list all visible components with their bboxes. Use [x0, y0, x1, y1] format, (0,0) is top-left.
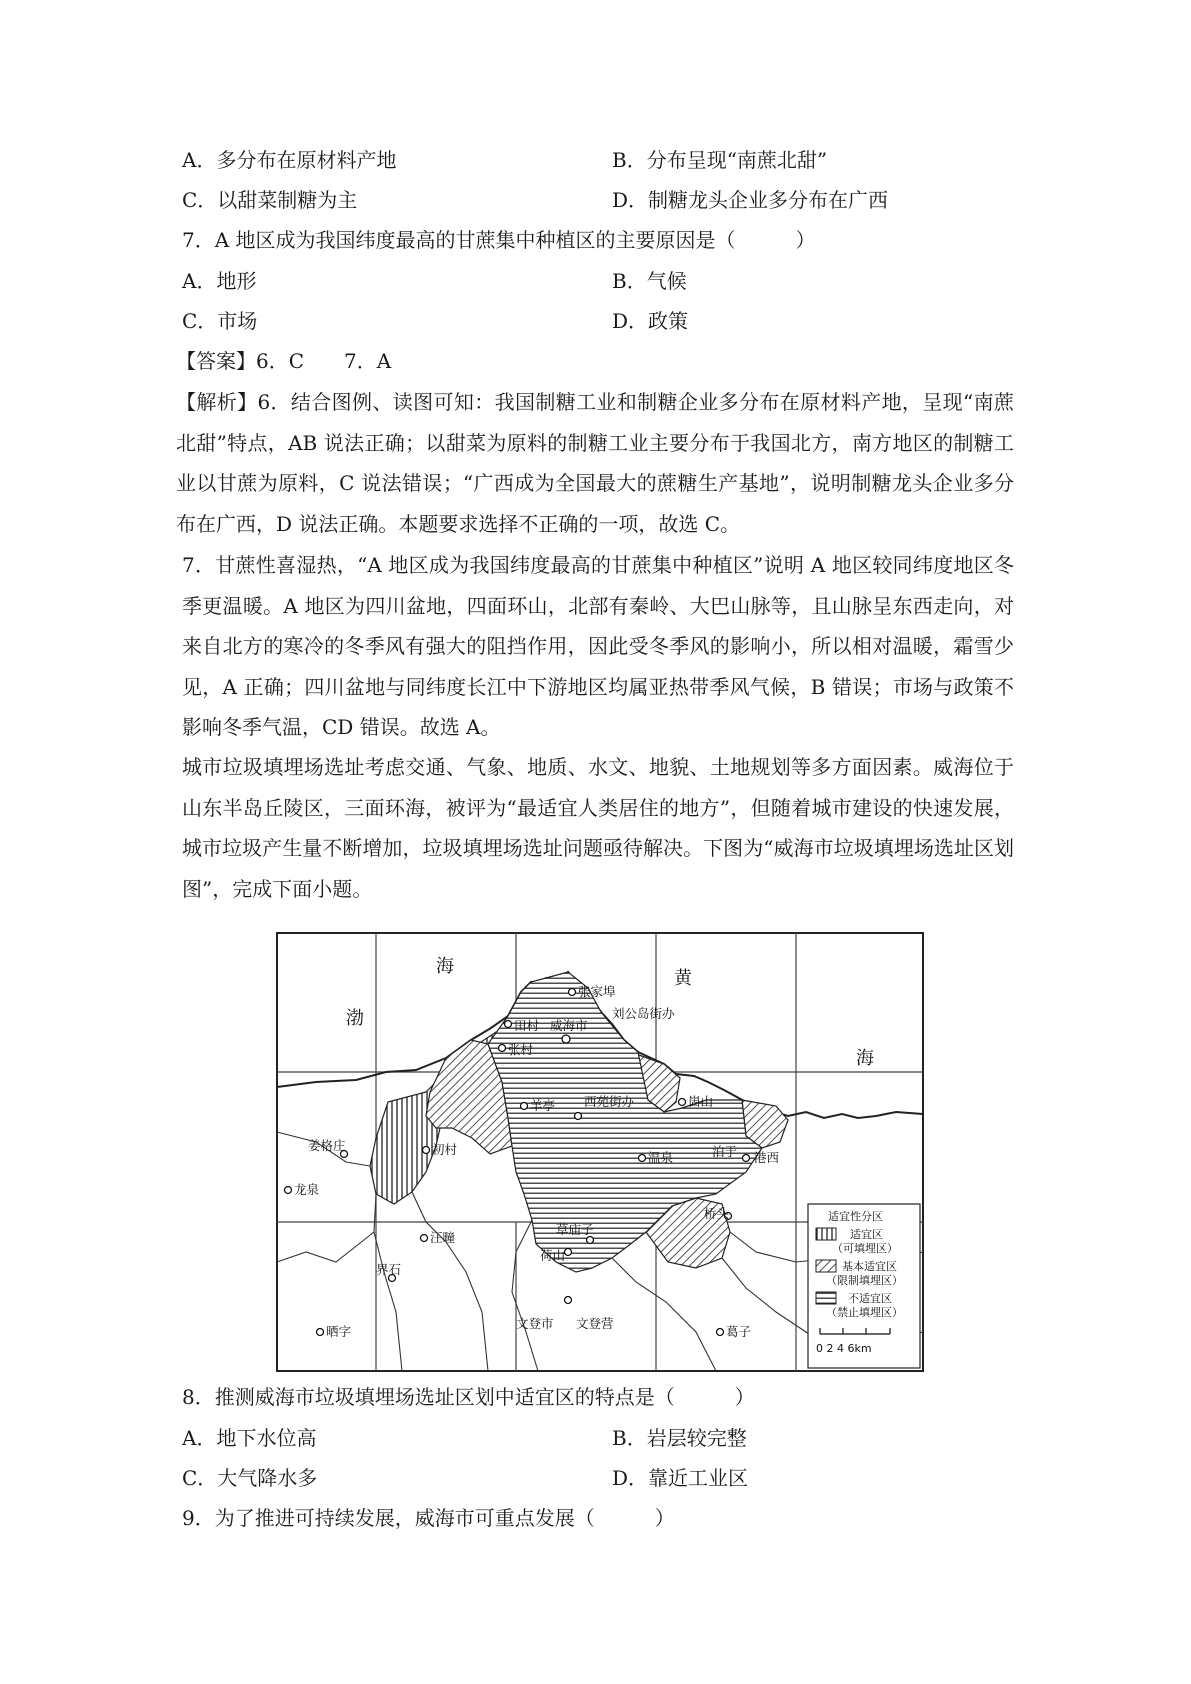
- place-label: 姜格庄: [308, 1138, 346, 1153]
- q8-option-b: B．岩层较完整: [612, 1426, 747, 1450]
- place-label: 田村: [514, 1018, 540, 1033]
- q6-option-d: D．制糖龙头企业多分布在广西: [612, 188, 889, 212]
- legend-unsuitable: 不适宜区: [848, 1292, 892, 1305]
- analysis-q6: 【解析】6．结合图例、读图可知：我国制糖工业和制糖企业多分布在原材料产地，呈现“南蔗北甜”特点，AB 说法正确；以甜菜为原料的制糖工业主要分布于我国北方，南方地区的制糖工业以甘蔗为原料，C 说法错误；“广西成为全国最大的蔗糖生产基地”，说明制糖龙头企业多分布在广西，D 说法正确。本题要求选择不正确的一项，故选 C。: [176, 390, 1014, 536]
- place-label: 张村: [508, 1042, 534, 1057]
- place-label: 晒字: [326, 1324, 352, 1339]
- place-label: 泊于: [712, 1144, 738, 1159]
- q6-option-b: B．分布呈现“南蔗北甜”: [612, 148, 828, 172]
- q7-option-a: A．地形: [182, 269, 257, 293]
- map-legend: [808, 1204, 920, 1368]
- sea-label-huang: 黄: [674, 968, 692, 989]
- place-label: 草庙子: [556, 1222, 594, 1237]
- q9-stem: 9．为了推进可持续发展，威海市可重点发展（ ）: [182, 1506, 675, 1530]
- legend-basic-note: （限制填埋区）: [826, 1274, 903, 1287]
- q7-option-b: B．气候: [612, 269, 687, 293]
- q8-stem: 8．推测威海市垃圾填埋场选址区划中适宜区的特点是（ ）: [182, 1385, 755, 1409]
- place-label: 龙泉: [294, 1182, 320, 1197]
- q7-option-d: D．政策: [612, 309, 689, 333]
- legend-suitable-note: （可填埋区）: [832, 1242, 898, 1255]
- legend-scale: 0 2 4 6km: [816, 1342, 872, 1355]
- intro-paragraph: 城市垃圾填埋场选址考虑交通、气象、地质、水文、地貌、土地规划等多方面因素。威海位于山东半岛丘陵区，三面环海，被评为“最适宜人类居住的地方”，但随着城市建设的快速发展，城市垃圾产生量不断增加，垃圾填埋场选址问题亟待解决。下图为“威海市垃圾填埋场选址区划图”，完成下面小题。: [182, 755, 1014, 901]
- sea-label-bo: 渤: [346, 1008, 364, 1029]
- legend-unsuitable-note: （禁止填埋区）: [826, 1306, 903, 1319]
- place-label: 汪疃: [430, 1230, 456, 1245]
- legend-title: 适宜性分区: [828, 1210, 883, 1223]
- place-label: 羊亭: [530, 1098, 556, 1113]
- q7-option-c: C．市场: [182, 309, 258, 333]
- place-label: 荷山: [540, 1248, 566, 1263]
- place-label: 港西: [754, 1150, 780, 1165]
- sea-label-hai-east: 海: [856, 1048, 874, 1069]
- analysis-q7: 7．甘蔗性喜湿热，“A 地区成为我国纬度最高的甘蔗集中种植区”说明 A 地区较同纬度地区冬季更温暖。A 地区为四川盆地，四面环山，北部有秦岭、大巴山脉等，且山脉呈东西走向，对来自北方的寒冷的冬季风有强大的阻挡作用，因此受冬季风的影响小，所以相对温暖，霜雪少见，A 正确；四川盆地与同纬度长江中下游地区均属亚热带季风气候，B 错误；市场与政策不影响冬季气温，CD 错误。故选 A。: [182, 553, 1014, 739]
- legend-suitable: 适宜区: [850, 1228, 883, 1241]
- place-label: 张家埠: [578, 984, 616, 999]
- q6-option-a: A．多分布在原材料产地: [182, 148, 397, 172]
- place-label: 崮山: [688, 1094, 714, 1109]
- place-label: 桥头: [704, 1206, 730, 1221]
- q6-option-c: C．以甜菜制糖为主: [182, 188, 358, 212]
- place-label: 初村: [432, 1142, 458, 1157]
- place-label: 文登营: [576, 1316, 614, 1331]
- place-label: 西苑街办: [584, 1094, 635, 1109]
- sea-label-hai-north: 海: [436, 956, 454, 977]
- q8-option-c: C．大气降水多: [182, 1466, 318, 1490]
- place-label: 威海市: [550, 1018, 588, 1033]
- place-label: 刘公岛街办: [612, 1006, 675, 1021]
- place-label: 温泉: [648, 1150, 674, 1165]
- q8-option-a: A．地下水位高: [182, 1426, 317, 1450]
- place-label: 界石: [376, 1262, 402, 1277]
- q8-option-d: D．靠近工业区: [612, 1466, 749, 1490]
- answer-line: 【答案】6．C 7．A: [176, 349, 392, 373]
- q7-stem: 7．A 地区成为我国纬度最高的甘蔗集中种植区的主要原因是（ ）: [182, 228, 816, 252]
- weihai-landfill-map: [276, 932, 924, 1372]
- place-label: 文登市: [516, 1316, 554, 1331]
- place-label: 葛子: [726, 1324, 752, 1339]
- legend-basic: 基本适宜区: [842, 1260, 897, 1273]
